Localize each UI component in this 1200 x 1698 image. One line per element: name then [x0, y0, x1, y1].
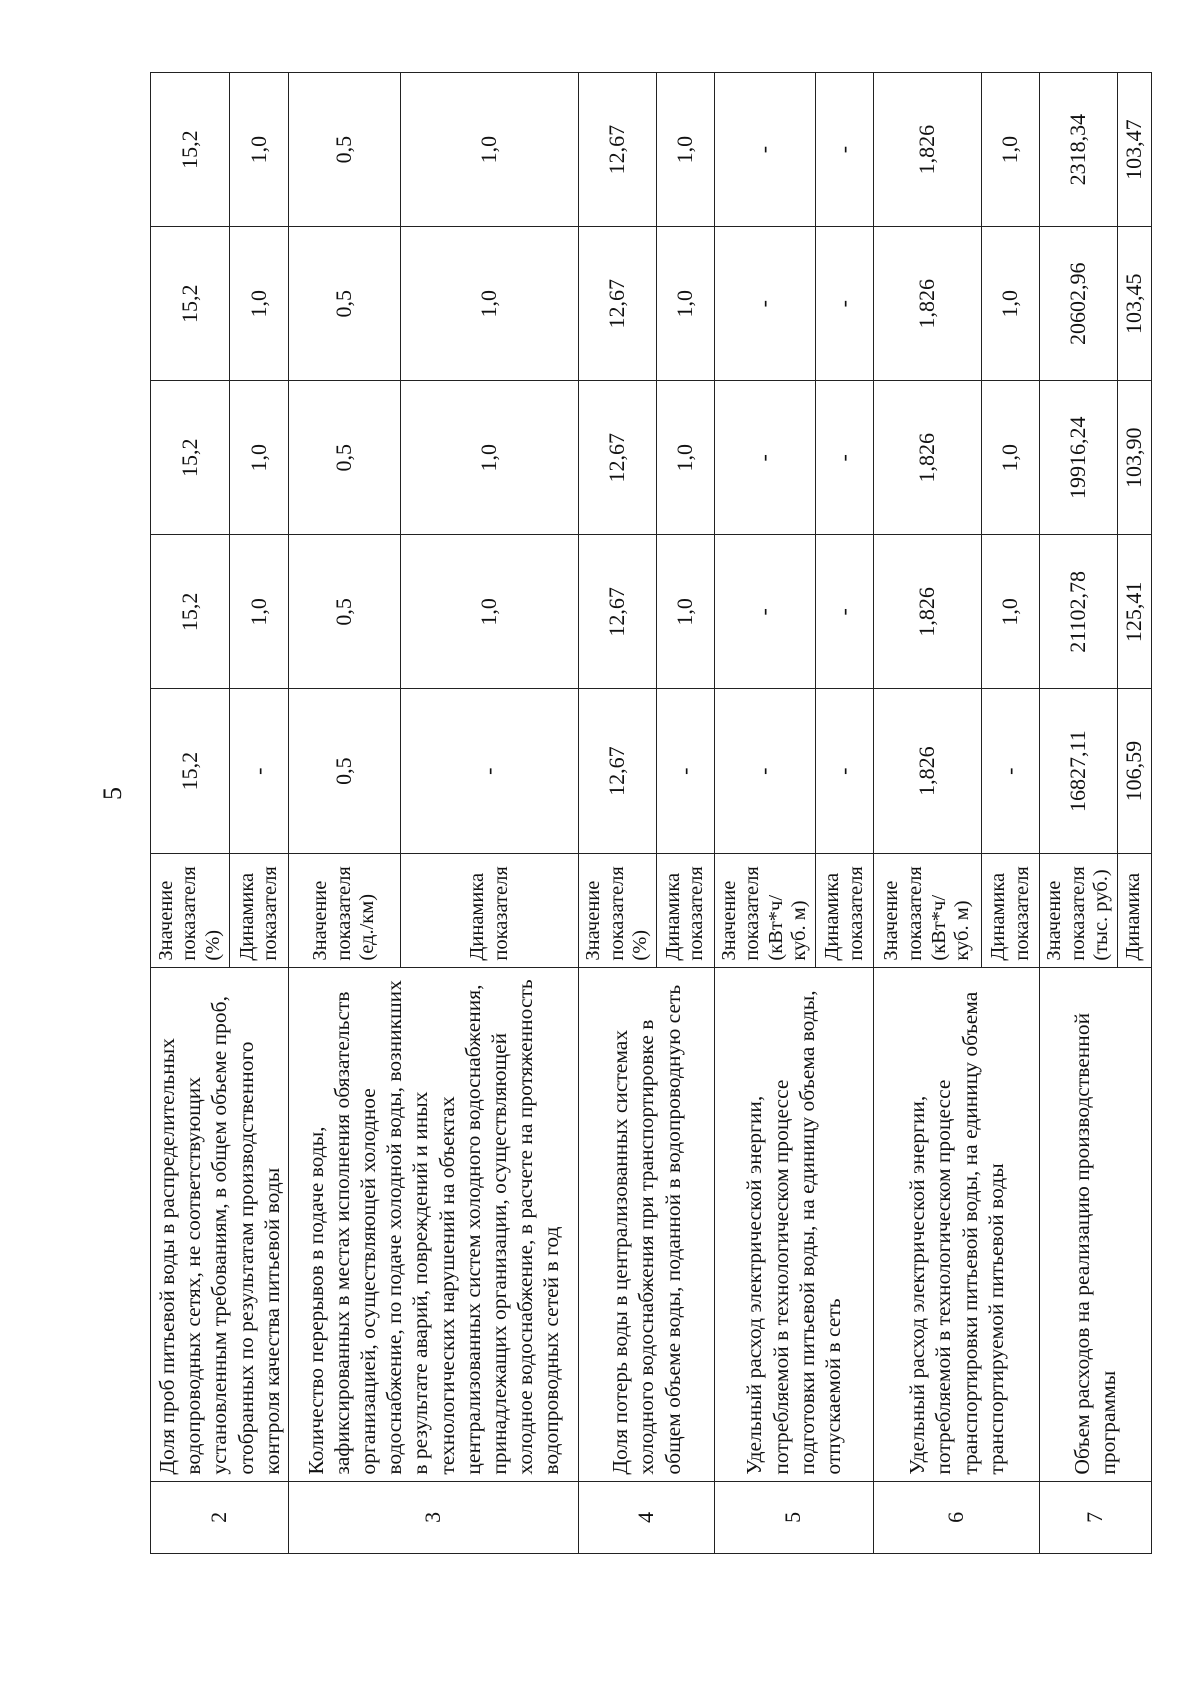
indicator-value: 1,0 — [982, 381, 1040, 535]
indicator-value: 15,2 — [151, 73, 230, 227]
indicator-label: Значение показателя (тыс. руб.) — [1040, 853, 1118, 967]
indicator-value: 15,2 — [151, 535, 230, 689]
table-row — [151, 73, 230, 1554]
row-number: 5 — [714, 1481, 873, 1553]
indicator-value: 15,2 — [151, 689, 230, 853]
indicator-value: 1,0 — [401, 73, 579, 227]
indicator-label: Динамика — [1117, 853, 1151, 967]
indicator-value: 12,67 — [579, 73, 657, 227]
indicator-value: 19916,24 — [1040, 381, 1118, 535]
page-number: 5 — [98, 787, 127, 800]
row-number: 6 — [874, 1481, 1040, 1553]
indicator-label: Значение показателя (кВт*ч/куб. м) — [874, 853, 982, 967]
indicator-value: 1,0 — [656, 227, 714, 381]
indicator-value: - — [982, 689, 1040, 853]
row-number: 2 — [151, 1481, 289, 1553]
indicator-label: Динамика показателя — [230, 853, 289, 967]
indicator-name: Доля потерь воды в централизованных системах холодного водоснабжения при транспортировке в общем объеме воды, поданной в водопроводную сеть — [579, 967, 715, 1481]
indicator-name: Доля проб питьевой воды в распределительных водопроводных сетях, не соответствующих установленным требованиям, в общем объеме проб, отобранных по результатам производственного контроля качества питьевой воды — [151, 967, 289, 1481]
indicator-label: Динамика показателя — [982, 853, 1040, 967]
indicator-value: 12,67 — [579, 689, 657, 853]
indicator-value: 1,0 — [401, 227, 579, 381]
indicator-value: - — [714, 689, 815, 853]
indicator-value: 106,59 — [1117, 689, 1151, 853]
indicator-value: - — [816, 227, 874, 381]
indicator-value: - — [816, 381, 874, 535]
indicator-value: 1,0 — [401, 535, 579, 689]
indicator-value: 12,67 — [579, 535, 657, 689]
indicator-value: 1,0 — [230, 381, 289, 535]
indicator-label: Значение показателя (ед./км) — [289, 853, 401, 967]
indicator-label: Значение показателя (кВт*ч/куб. м) — [714, 853, 815, 967]
indicator-name: Удельный расход электрической энергии, потребляемой в технологическом процессе транспортировки питьевой воды, на единицу объема транспортируемой питьевой воды — [874, 967, 1040, 1481]
indicator-value: 1,0 — [982, 535, 1040, 689]
indicator-value: 103,45 — [1117, 227, 1151, 381]
indicator-value: 15,2 — [151, 381, 230, 535]
indicator-name: Количество перерывов в подаче воды, зафиксированных в местах исполнения обязательств организацией, осуществляющей холодное водоснабжение, по подаче холодной воды, возникших в результате аварий, повреждений и иных технологических нарушений на объектах централизованных систем холодного водоснабжения, принадлежащих организации, осуществляющей холодное водоснабжение, в расчете на протяженность водопроводных сетей в год — [289, 967, 579, 1481]
indicator-value: - — [714, 227, 815, 381]
indicator-value: - — [656, 689, 714, 853]
table-row — [1040, 73, 1118, 1554]
indicator-value: 103,90 — [1117, 381, 1151, 535]
indicator-value: 0,5 — [289, 73, 401, 227]
indicator-value: 1,826 — [874, 227, 982, 381]
row-number: 3 — [289, 1481, 579, 1553]
indicator-label: Динамика показателя — [816, 853, 874, 967]
indicator-value: 1,0 — [982, 73, 1040, 227]
indicator-value: 15,2 — [151, 227, 230, 381]
indicator-value: 12,67 — [579, 381, 657, 535]
indicator-value: 12,67 — [579, 227, 657, 381]
indicator-value: 21102,78 — [1040, 535, 1118, 689]
indicator-value: 1,0 — [230, 535, 289, 689]
indicator-value: - — [816, 689, 874, 853]
indicator-value: 1,0 — [656, 73, 714, 227]
indicator-value: 103,47 — [1117, 73, 1151, 227]
indicator-name: Объем расходов на реализацию производственной программы — [1040, 967, 1152, 1481]
indicator-value: 1,0 — [982, 227, 1040, 381]
indicator-label: Динамика показателя — [656, 853, 714, 967]
table-row — [289, 73, 401, 1554]
indicator-value: - — [714, 381, 815, 535]
indicator-value: - — [714, 73, 815, 227]
indicator-value: 1,0 — [656, 381, 714, 535]
table-row — [579, 73, 657, 1554]
indicator-value: 1,826 — [874, 381, 982, 535]
indicator-value: - — [816, 535, 874, 689]
indicator-value: 125,41 — [1117, 535, 1151, 689]
table-row — [874, 73, 982, 1554]
indicator-value: 1,0 — [656, 535, 714, 689]
row-number: 4 — [579, 1481, 715, 1553]
indicator-value: 20602,96 — [1040, 227, 1118, 381]
indicators-table — [150, 72, 1152, 1554]
indicator-value: 16827,11 — [1040, 689, 1118, 853]
indicator-value: 1,826 — [874, 73, 982, 227]
indicator-value: 1,826 — [874, 535, 982, 689]
indicator-value: 0,5 — [289, 227, 401, 381]
indicator-value: 0,5 — [289, 381, 401, 535]
indicator-value: 1,0 — [230, 227, 289, 381]
indicator-value: 0,5 — [289, 689, 401, 853]
table-row — [714, 73, 815, 1554]
indicator-value: 0,5 — [289, 535, 401, 689]
indicator-value: 1,826 — [874, 689, 982, 853]
indicator-value: - — [816, 73, 874, 227]
indicators-table-sheet — [150, 72, 1146, 1554]
indicator-name: Удельный расход электрической энергии, потребляемой в технологическом процессе подготовки питьевой воды, на единицу объема воды, отпускаемой в сеть — [714, 967, 873, 1481]
indicator-value: 1,0 — [230, 73, 289, 227]
indicator-value: - — [401, 689, 579, 853]
indicator-value: - — [230, 689, 289, 853]
indicator-value: - — [714, 535, 815, 689]
indicator-label: Динамика показателя — [401, 853, 579, 967]
indicator-label: Значение показателя (%) — [151, 853, 230, 967]
indicator-label: Значение показателя (%) — [579, 853, 657, 967]
indicator-value: 2318,34 — [1040, 73, 1118, 227]
row-number: 7 — [1040, 1481, 1152, 1553]
indicator-value: 1,0 — [401, 381, 579, 535]
